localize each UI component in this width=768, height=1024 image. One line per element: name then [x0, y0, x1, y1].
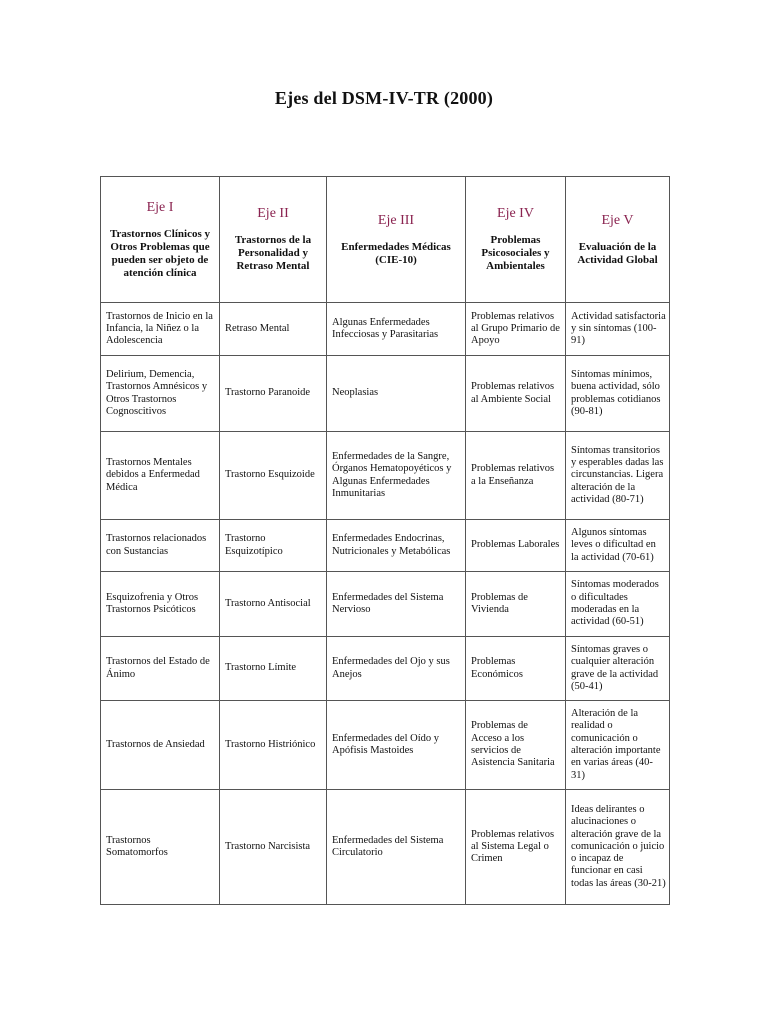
table-header-row [101, 177, 670, 303]
table-cell: Neoplasias [327, 356, 466, 432]
axis-description: Enfermedades Médicas (CIE-10) [341, 240, 451, 266]
header-axis-3 [327, 177, 466, 303]
table-cell: Enfermedades del Sistema Nervioso [327, 572, 466, 637]
table-cell: Enfermedades del Ojo y sus Anejos [327, 637, 466, 701]
table-cell: Problemas de Vivienda [466, 572, 566, 637]
table-cell: Problemas Económicos [466, 637, 566, 701]
header-axis-1 [101, 177, 220, 303]
table-cell: Trastornos Somatomorfos [101, 790, 220, 905]
table-cell: Delirium, Demencia, Trastornos Amnésicos y Otros Trastornos Cognoscitivos [101, 356, 220, 432]
table-cell: Síntomas graves o cualquier alteración grave de la actividad (50-41) [566, 637, 670, 701]
table-row [101, 303, 670, 356]
table-cell: Ideas delirantes o alucinaciones o alteración grave de la comunicación o juicio o incapaz de funcionar en casi todas las áreas (30-21) [566, 790, 670, 905]
table-cell: Retraso Mental [220, 303, 327, 356]
table-cell: Síntomas mínimos, buena actividad, sólo problemas cotidianos (90-81) [566, 356, 670, 432]
axis-label: Eje IV [497, 206, 534, 221]
table-cell: Trastornos del Estado de Ánimo [101, 637, 220, 701]
table-cell: Trastornos de Ansiedad [101, 701, 220, 790]
table-row [101, 356, 670, 432]
table-row [101, 572, 670, 637]
table-cell: Trastorno Paranoide [220, 356, 327, 432]
header-axis-2 [220, 177, 327, 303]
table-cell: Problemas de Acceso a los servicios de Asistencia Sanitaria [466, 701, 566, 790]
axis-description: Trastornos de la Personalidad y Retraso Mental [234, 234, 312, 272]
axis-description: Evaluación de la Actividad Global [577, 240, 658, 266]
axis-label: Eje V [601, 212, 634, 228]
table-cell: Problemas relativos al Sistema Legal o Crimen [466, 790, 566, 905]
table-cell: Trastornos relacionados con Sustancias [101, 520, 220, 572]
table-cell: Síntomas moderados o dificultades moderadas en la actividad (60-51) [566, 572, 670, 637]
table-row [101, 637, 670, 701]
table-cell: Actividad satisfactoria y sin síntomas (100-91) [566, 303, 670, 356]
table-row [101, 432, 670, 520]
table-cell: Esquizofrenia y Otros Trastornos Psicóticos [101, 572, 220, 637]
axis-label: Eje III [377, 212, 415, 228]
table-cell: Trastornos Mentales debidos a Enfermedad Médica [101, 432, 220, 520]
table-row [101, 701, 670, 790]
table-cell: Algunos síntomas leves o dificultad en la actividad (70-61) [566, 520, 670, 572]
axis-description: Problemas Psicosociales y Ambientales [481, 234, 550, 272]
header-axis-5 [566, 177, 670, 303]
table-cell: Problemas relativos al Ambiente Social [466, 356, 566, 432]
page-title: Ejes del DSM-IV-TR (2000) [274, 88, 494, 108]
table-cell: Alteración de la realidad o comunicación o alteración importante en varias áreas (40-31) [566, 701, 670, 790]
axis-label: Eje I [146, 199, 174, 215]
table-row [101, 520, 670, 572]
header-axis-4 [466, 177, 566, 303]
table-cell: Enfermedades Endocrinas, Nutricionales y Metabólicas [327, 520, 466, 572]
table-cell: Problemas relativos al Grupo Primario de Apoyo [466, 303, 566, 356]
table-cell: Síntomas transitorios y esperables dadas las circunstancias. Ligera alteración de la actividad (80-71) [566, 432, 670, 520]
axis-description: Trastornos Clínicos y Otros Problemas que pueden ser objeto de atención clínica [109, 227, 211, 279]
table-cell: Algunas Enfermedades Infecciosas y Parasitarias [327, 303, 466, 356]
table-cell: Trastorno Histriónico [220, 701, 327, 790]
table-cell: Problemas relativos a la Enseñanza [466, 432, 566, 520]
table-cell: Trastorno Antisocial [220, 572, 327, 637]
table-cell: Problemas Laborales [466, 520, 566, 572]
dsm-axes-table [100, 176, 670, 905]
table-cell: Enfermedades del Sistema Circulatorio [327, 790, 466, 905]
table-cell: Enfermedades de la Sangre, Órganos Hematopoyéticos y Algunas Enfermedades Inmunitarias [327, 432, 466, 520]
axis-label: Eje II [257, 206, 289, 221]
table-cell: Trastorno Límite [220, 637, 327, 701]
table-cell: Enfermedades del Oído y Apófisis Mastoides [327, 701, 466, 790]
table-row [101, 790, 670, 905]
table-cell: Trastorno Narcisista [220, 790, 327, 905]
table-cell: Trastornos de Inicio en la Infancia, la Niñez o la Adolescencia [101, 303, 220, 356]
table-cell: Trastorno Esquizotípico [220, 520, 327, 572]
table-cell: Trastorno Esquizoide [220, 432, 327, 520]
